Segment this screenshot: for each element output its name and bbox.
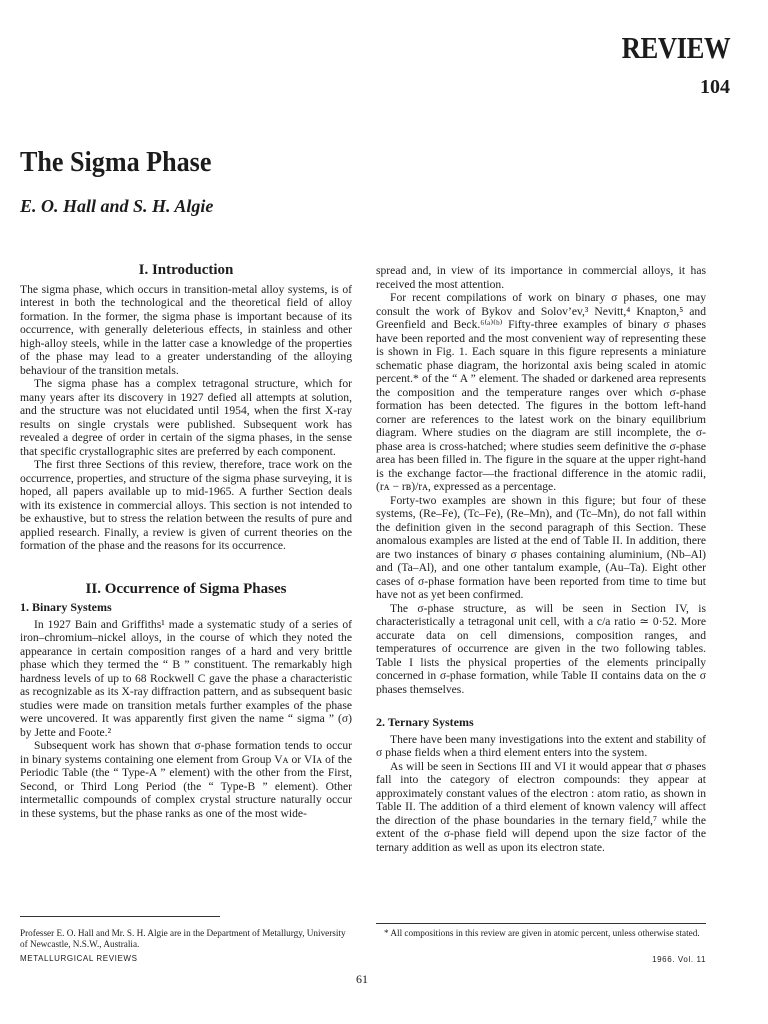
article-title: The Sigma Phase <box>20 146 212 178</box>
journal-name: METALLURGICAL REVIEWS <box>20 954 138 963</box>
ternary-paragraph: There have been many investigations into the extent and stability of σ phase fields when a third element enters into the system. <box>376 732 706 759</box>
right-footnote-rule <box>376 923 706 924</box>
intro-paragraph: The sigma phase, which occurs in transition-metal alloy systems, is of interest in both the technological and the theoretical field of alloy formation. In the former, the sigma phase is important because of its occurrence, with generally deleterious effects, in stainless and other high-alloy steels, while in the latter case a knowledge of the properties of the phase may lead to a greater understanding of the alloying behaviour of the transition metals. <box>20 282 352 377</box>
affiliation-footnote: Professer E. O. Hall and Mr. S. H. Algie are in the Department of Metallurgy, University of Newcastle, N.S.W., Australia. <box>20 928 346 949</box>
intro-paragraph: The first three Sections of this review, therefore, trace work on the occurrence, properties, and structure of the sigma phase surveying, it is hoped, all papers available up to mid-1965. A further Section deals with its existence in commercial alloys. This section is not intended to be exhaustive, but to stress the relation between the results of pure and applied research. Finally, a review is given of current theories on the formation of the phase and the reasons for its occurrence. <box>20 458 352 552</box>
binary-paragraph: In 1927 Bain and Griffiths¹ made a systematic study of a series of iron–chromium–nickel alloys, in the course of which they noted the appearance in certain composition ranges of a hard and very brittle phase which they termed the “ B ” constituent. The remarkably high hardness levels of up to 68 Rockwell C gave the phase a characteristic as recognizable as its X-ray diffraction pattern, and as subsequent basic studies were made on transition metals further examples of the phase were uncovered. It was apparently first given the name “ sigma ” (σ) by Jette and Foote.² <box>20 617 352 739</box>
issue-info: 1966. Vol. 11 <box>652 955 706 964</box>
composition-footnote: * All compositions in this review are given in atomic percent, unless otherwise stated. <box>384 928 700 938</box>
body-paragraph: Forty-two examples are shown in this figure; but four of these systems, (Re–Fe), (Tc–Fe), (Re–Mn), and (Tc–Mn), do not fall within the definition given in the second paragraph of this Section. These anomalous examples are listed at the end of Table II. In addition, there are two instances of binary σ phases containing aluminium, (Nb–Al) and (Ta–Al), and one other tantalum example, (Au–Ta). Eight other cases of σ-phase formation have been reported from time to time but have not as yet been confirmed. <box>376 493 706 601</box>
intro-paragraph: The sigma phase has a complex tetragonal structure, which for many years after its discovery in 1927 defied all attempts at solution, and the structure was not elucidated until 1954, when the first X-ray results on single crystals were published. Subsequent work has revealed a degree of order in certain of the sigma phases, in the sense that specific crystallographic sites are preferred by each component. <box>20 377 352 458</box>
left-column <box>20 264 352 820</box>
occurrence-heading: II. Occurrence of Sigma Phases <box>85 580 287 597</box>
ternary-paragraph: As will be seen in Sections III and VI it would appear that σ phases fall into the category of electron compounds: they appear at approximately constant values of the electron : atom ratio, as shown in Table II. The addition of a third element of known valency will affect the direction of the phase boundaries in the ternary field,⁷ while the extent of the σ-phase field will depend upon the size factor of the ternary addition as well as upon its electron state. <box>376 759 706 854</box>
review-number: 104 <box>700 76 730 98</box>
binary-systems-heading: 1. Binary Systems <box>20 600 112 614</box>
ternary-systems-heading: 2. Ternary Systems <box>376 715 474 729</box>
body-paragraph: For recent compilations of work on binary σ phases, one may consult the work of Bykov and Solov’ev,³ Nevitt,⁴ Knapton,⁵ and Greenfield and Beck.⁶⁽ᵃ⁾⁽ᵇ⁾ Fifty-three examples of binary σ phases have been reported and the most convenient way of representing these is shown in Fig. 1. Each square in this figure represents a miniature schematic phase diagram, the horizontal axis being scaled in atomic percent.* of the “ A ” element. The shaded or darkened area represents the composition and the temperature ranges over which σ-phase formation has been detected. The figures in the bottom left-hand corner are references to the latest work on the binary equilibrium diagram. Where studies on the diagram are still incomplete, the σ-phase area is cross-hatched; where studies seem definitive the σ-phase area has been filled in. The figure in the square at the upper right-hand is the exchange factor—the fractional difference in the atomic radii, (rᴀ − rʙ)/rᴀ, expressed as a percentage. <box>376 291 706 493</box>
body-paragraph: The σ-phase structure, as will be seen in Section IV, is characteristically a tetragonal unit cell, with a c/a ratio ≃ 0·52. More accurate data on cell dimensions, composition ranges, and temperatures of occurrence are given in the two following tables. Table I lists the physical properties of the elements principally concerned in σ-phase formation, while Table II contains data on the σ phases themselves. <box>376 601 706 696</box>
article-authors: E. O. Hall and S. H. Algie <box>20 196 214 216</box>
body-paragraph: spread and, in view of its importance in commercial alloys, it has received the most attention. <box>376 264 706 291</box>
introduction-heading: I. Introduction <box>138 262 234 278</box>
right-column <box>376 264 706 854</box>
page-number: 61 <box>356 972 368 986</box>
binary-paragraph: Subsequent work has shown that σ-phase formation tends to occur in binary systems containing one element from Group Vᴀ or VIᴀ of the Periodic Table (the “ Type-A ” element) with the other from the First, Second, or Third Long Period (the “ Type-B ” element). Other intermetallic compounds of complex crystal structure naturally occur in these systems, but the phase ranks as one of the most wide- <box>20 739 352 820</box>
review-label: REVIEW <box>621 30 730 65</box>
left-footnote-rule <box>20 916 220 917</box>
